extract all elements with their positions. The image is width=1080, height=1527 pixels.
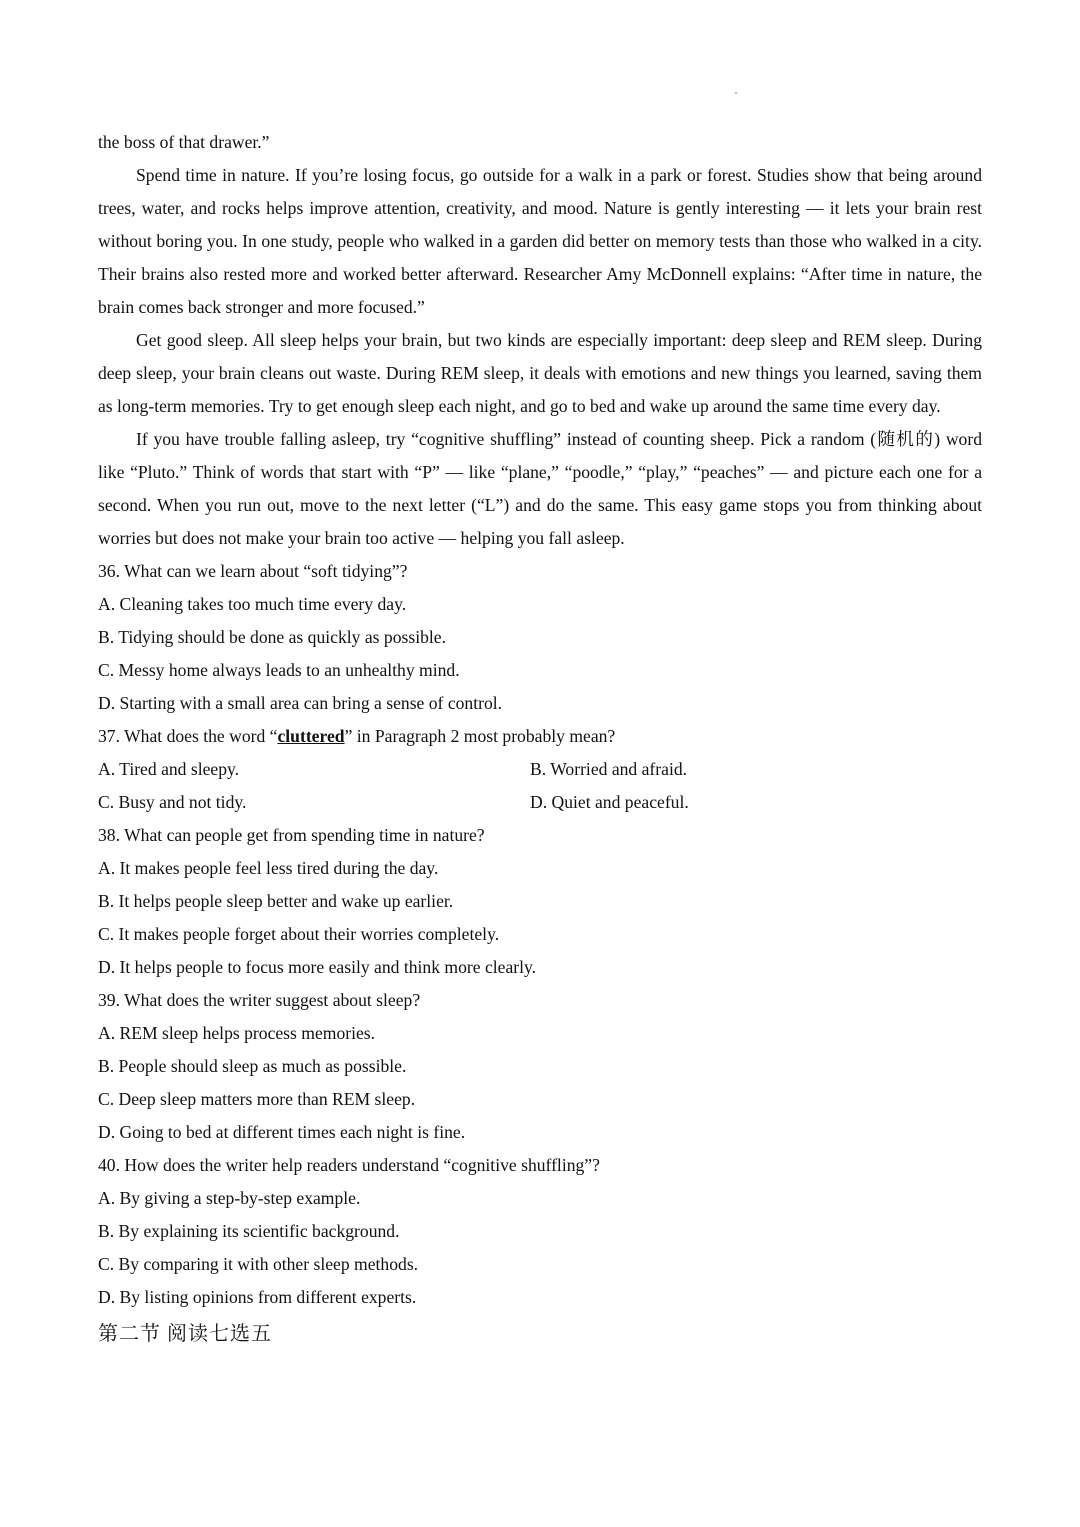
- option-b: B. Worried and afraid.: [530, 759, 688, 779]
- option-a: A. It makes people feel less tired during the day.: [98, 858, 439, 878]
- option-b: B. It helps people sleep better and wake up earlier.: [98, 891, 454, 911]
- question-37: [98, 720, 982, 819]
- option-d: D. By listing opinions from different experts.: [98, 1287, 417, 1307]
- question-38: [98, 819, 982, 984]
- option-row: [98, 753, 982, 786]
- document-page: [98, 126, 982, 1352]
- option-a: A. REM sleep helps process memories.: [98, 1023, 376, 1043]
- option-d: D. Quiet and peaceful.: [530, 792, 689, 812]
- question-stem: [98, 720, 982, 753]
- page-mark: [735, 92, 737, 94]
- option-a: A. Cleaning takes too much time every day.: [98, 594, 407, 614]
- option-c: C. Busy and not tidy.: [98, 792, 247, 812]
- paragraph-nature: Spend time in nature. If you’re losing focus, go outside for a walk in a park or forest. Studies show that being around trees, water, and rocks helps improve attention, creativity, and mood. Nature is gently interesting — it lets your brain rest without boring you. In one study, people who walked in a garden did better on memory tests than those who walked in a city. Their brains also rested more and worked better afterward. Researcher Amy McDonnell explains: “After time in nature, the brain comes back stronger and more focused.”: [98, 165, 982, 317]
- option-d: D. Going to bed at different times each night is fine.: [98, 1122, 466, 1142]
- option-row: [98, 786, 982, 819]
- stem-after: ” in Paragraph 2 most probably mean?: [344, 726, 616, 746]
- option-b: B. People should sleep as much as possible.: [98, 1056, 407, 1076]
- question-stem: 38. What can people get from spending time in nature?: [98, 825, 485, 845]
- option-b: B. Tidying should be done as quickly as possible.: [98, 627, 446, 647]
- option-a: A. Tired and sleepy.: [98, 759, 240, 779]
- option-d: D. Starting with a small area can bring a sense of control.: [98, 693, 503, 713]
- passage-continuation: the boss of that drawer.”: [98, 132, 270, 152]
- section-heading: 第二节 阅读七选五: [98, 1323, 272, 1345]
- option-c: C. Deep sleep matters more than REM sleep.: [98, 1089, 416, 1109]
- question-39: [98, 984, 982, 1149]
- paragraph-cognitive-shuffling: If you have trouble falling asleep, try “cognitive shuffling” instead of counting sheep. Pick a random (随机的) word like “Pluto.” Think of words that start with “P” — like “plane,” “poodle,” “play,” “peaches” — and picture each one for a second. When you run out, move to the next letter (“L”) and do the same. This easy game stops you from thinking about worries but does not make your brain too active — helping you fall asleep.: [98, 429, 982, 548]
- option-b: B. By explaining its scientific background.: [98, 1221, 400, 1241]
- option-a: A. By giving a step-by-step example.: [98, 1188, 361, 1208]
- paragraph-sleep: Get good sleep. All sleep helps your brain, but two kinds are especially important: deep sleep and REM sleep. During deep sleep, your brain cleans out waste. During REM sleep, it deals with emotions and new things you learned, saving them as long-term memories. Try to get enough sleep each night, and go to bed and wake up around the same time every day.: [98, 330, 982, 416]
- question-stem: 39. What does the writer suggest about sleep?: [98, 990, 421, 1010]
- option-c: C. Messy home always leads to an unhealthy mind.: [98, 660, 460, 680]
- underlined-word: cluttered: [277, 726, 345, 746]
- option-c: C. By comparing it with other sleep methods.: [98, 1254, 419, 1274]
- question-stem: 40. How does the writer help readers understand “cognitive shuffling”?: [98, 1155, 600, 1175]
- question-36: [98, 555, 982, 720]
- option-d: D. It helps people to focus more easily and think more clearly.: [98, 957, 537, 977]
- option-c: C. It makes people forget about their worries completely.: [98, 924, 500, 944]
- question-40: [98, 1149, 982, 1314]
- question-stem: 36. What can we learn about “soft tidying”?: [98, 561, 408, 581]
- stem-before: 37. What does the word “: [98, 726, 278, 746]
